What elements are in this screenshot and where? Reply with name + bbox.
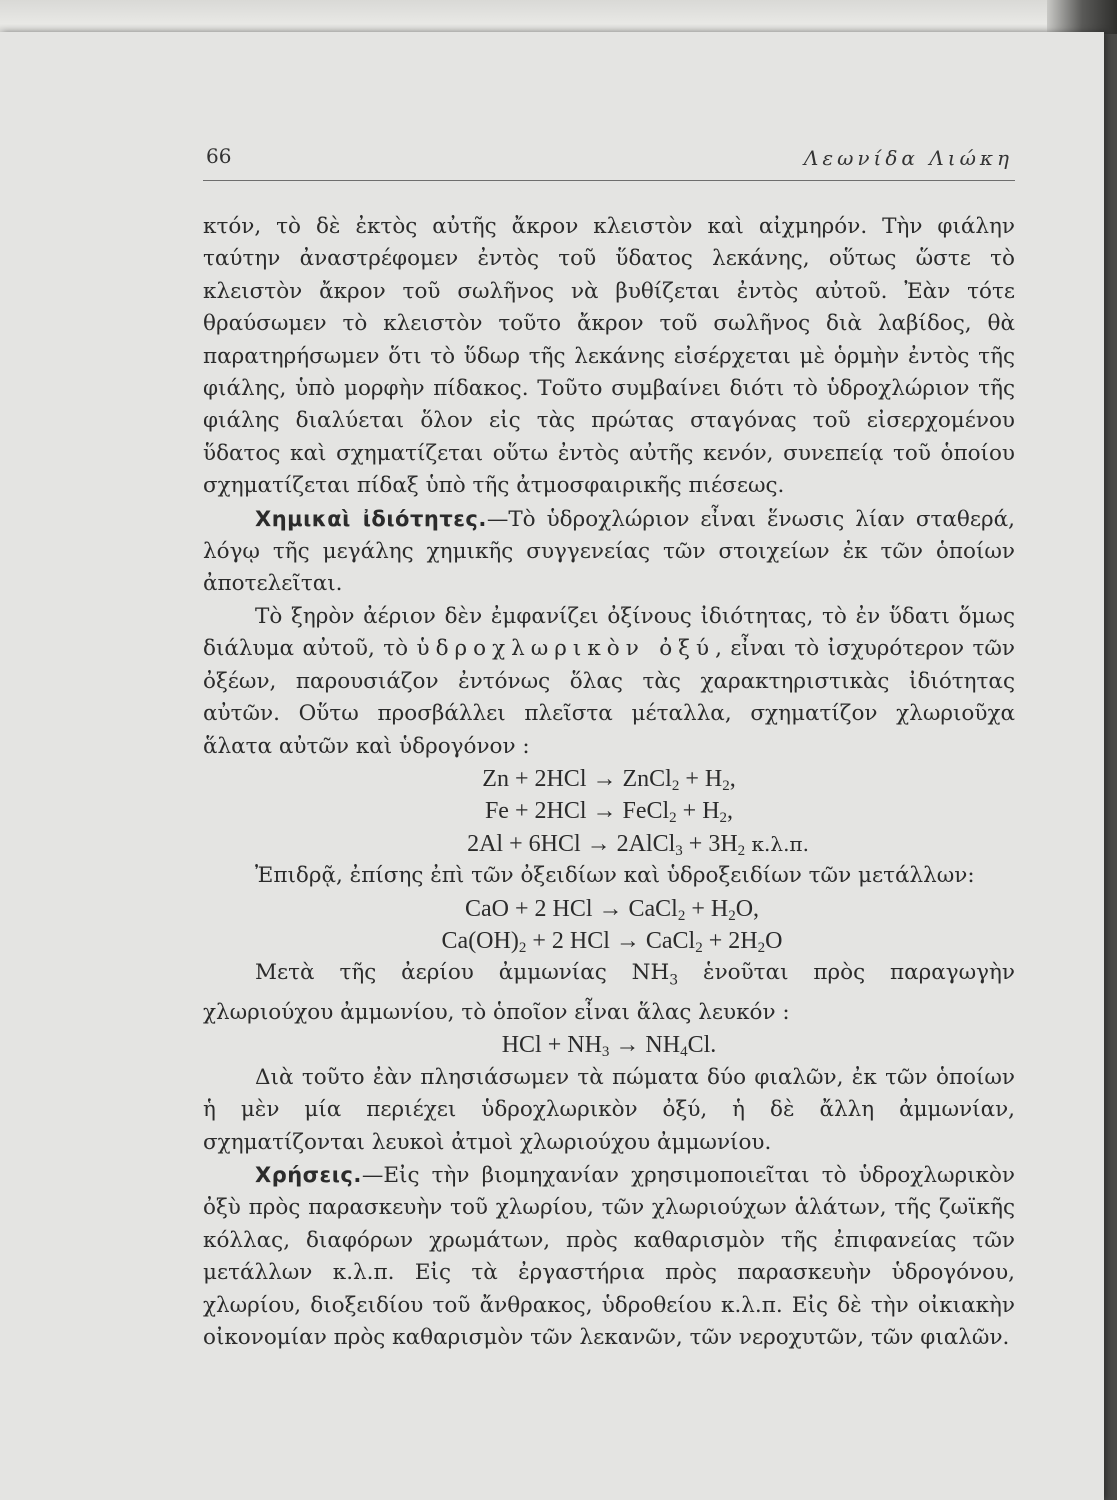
paragraph-flasks: Διὰ τοῦτο ἐὰν πλησιάσωμεν τὰ πώματα δύο φιαλῶν, ἐκ τῶν ὁποίων ἡ μὲν μία περιέχει ὑδροχλωρικὸν ὀξύ, ἡ δὲ ἄλλη ἀμμωνίαν, σχηματίζονται λευκοὶ ἀτμοὶ χλωριούχου ἀμμωνίου. (203, 1064, 1015, 1155)
uses-text: —Εἰς τὴν βιομηχανίαν χρησιμοποιεῖται τὸ ὑδροχλωρικὸν ὀξὺ πρὸς παρασκευὴν τοῦ χλωρίου, τῶν χλωριούχων ἁλάτων, τῆς ζωϊκῆς κόλλας, διαφόρων χρωμάτων, πρὸς καθαρισμὸν τῆς ἐπιφανείας τῶν μετάλλων κ.λ.π. Εἰς τὰ ἐργαστήρια πρὸς παρασκευὴν ὑδρογόνου, χλωρίου, διοξειδίου τοῦ ἄνθρακος, ὑδροθείου κ.λ.π. Εἰς δὲ τὴν οἰκιακὴν οἰκονομίαν πρὸς καθαρισμὸν τῶν λεκανῶν, τῶν νεροχυτῶν, τῶν φιαλῶν. (203, 1163, 1015, 1351)
eq-subscript: 2 (671, 777, 680, 794)
eq-subscript: 2 (677, 907, 686, 924)
scanner-top-strip (0, 0, 1117, 34)
ammonia-subscript: 3 (669, 972, 679, 989)
paragraph-uses (203, 1159, 1015, 1354)
page-content (203, 140, 1015, 1355)
book-page (0, 32, 1104, 1500)
paragraph-ammonia (203, 957, 1015, 1029)
eq-term: + 2H (702, 927, 758, 954)
eq-subscript: 2 (722, 777, 730, 794)
eq-note: κ.λ.π. (745, 831, 809, 856)
equation-ammonium-chloride (203, 1029, 1015, 1061)
eq-term: O (765, 927, 783, 954)
eq-term: + H (685, 895, 729, 922)
eq-subscript: 2 (737, 842, 746, 859)
eq-term: , (729, 765, 736, 792)
eq-subscript: 2 (757, 939, 766, 956)
eq-subscript: 3 (675, 842, 683, 859)
eq-term: Cl. (687, 1032, 717, 1059)
ammonia-text-2: ἑνοῦται πρὸς παραγωγὴν χλωριούχου ἀμμωνίου, τὸ ὁποῖον εἶναι ἅλας λευκόν : (203, 960, 1015, 1026)
eq-term: Zn + 2HCl → ZnCl (482, 765, 672, 792)
running-author: Λεωνίδα Λιώκη (803, 146, 1013, 170)
acid-text-1: Τὸ ξηρὸν ἀέριον δὲν ἐμφανίζει ὀξίνους ἰδιότητας, τὸ ἐν ὕδατι ὅμως διάλυμα αὐτοῦ, τὸ (203, 603, 1015, 662)
equation-zinc (203, 763, 1015, 795)
scanner-edge (1047, 0, 1117, 34)
equation-aluminium (203, 828, 1015, 860)
eq-term: + 2 HCl → CaCl (526, 927, 696, 954)
eq-subscript: 2 (518, 939, 527, 956)
eq-term: CaO + 2 HCl → CaCl (464, 895, 678, 922)
body-text (203, 211, 1015, 1355)
section-heading-uses: Χρήσεις. (255, 1163, 362, 1188)
paragraph-chemical-properties (203, 503, 1015, 601)
eq-term: → NH (609, 1032, 681, 1059)
eq-term: + H (679, 765, 723, 792)
eq-term: Ca(OH) (441, 927, 519, 954)
eq-subscript: 4 (680, 1044, 688, 1061)
equation-calcium-hydroxide (203, 925, 1015, 957)
acid-emphasis: ὑδροχλωρικὸν ὀξύ (416, 636, 716, 662)
eq-subscript: 2 (719, 810, 728, 827)
eq-term: 2Al + 6HCl → 2AlCl (467, 830, 676, 857)
acid-text-2: , εἶναι τὸ ἰσχυρότερον τῶν ὀξέων, παρουσιάζον ἐντόνως ὅλας τὰς χαρακτηριστικὰς ἰδιότητας αὐτῶν. Οὕτω προσβάλλει πλεῖστα μέταλλα, σχηματίζον χλωριοῦχα ἅλατα αὐτῶν καὶ ὑδρογόνον : (203, 636, 1015, 759)
eq-subscript: 2 (695, 939, 703, 956)
paragraph-continued: κτόν, τὸ δὲ ἐκτὸς αὐτῆς ἄκρον κλειστὸν καὶ αἰχμηρόν. Τὴν φιάλην ταύτην ἀναστρέφομεν ἐντὸς τοῦ ὕδατος λεκάνης, οὕτως ὥστε τὸ κλειστὸν ἄκρον τοῦ σωλῆνος νὰ βυθίζεται ἐντὸς αὐτοῦ. Ἐὰν τότε θραύσωμεν τὸ κλειστὸν τοῦτο ἄκρον τοῦ σωλῆνος διὰ λαβίδος, θὰ παρατηρήσωμεν ὅτι τὸ ὕδωρ τῆς λεκάνης εἰσέρχεται μὲ ὁρμὴν ἐντὸς τῆς φιάλης, ὑπὸ μορφὴν πίδακος. Τοῦτο συμβαίνει διότι τὸ ὑδροχλώριον τῆς φιάλης διαλύεται ὅλον εἰς τὰς πρώτας σταγόνας τοῦ εἰσερχομένου ὕδατος καὶ σχηματίζεται οὕτω ἐντὸς αὐτῆς κενόν, συνεπείᾳ τοῦ ὁποίου σχηματίζεται πίδαξ ὑπὸ τῆς ἀτμοσφαιρικῆς πιέσεως. (203, 214, 1015, 499)
section-heading-chemical-properties: Χημικαὶ ἰδιότητες. (255, 506, 487, 531)
running-header (203, 140, 1015, 181)
eq-term: O, (735, 895, 760, 922)
eq-subscript: 2 (669, 810, 677, 827)
chemical-properties-text: —Τὸ ὑδροχλώριον εἶναι ἕνωσις λίαν σταθερά, λόγῳ τῆς μεγάλης χημικῆς συγγενείας τῶν στοιχείων ἐκ τῶν ὁποίων ἀποτελεῖται. (203, 506, 1015, 597)
eq-term: Fe + 2HCl → FeCl (484, 798, 670, 825)
ammonia-text-1: Μετὰ τῆς ἀερίου ἀμμωνίας NH (255, 960, 670, 986)
eq-term: HCl + NH (501, 1032, 602, 1059)
eq-subscript: 2 (728, 907, 736, 924)
equation-iron (203, 795, 1015, 827)
eq-subscript: 3 (601, 1044, 610, 1061)
equation-calcium-oxide (203, 893, 1015, 925)
paragraph-oxides: Ἐπιδρᾷ, ἐπίσης ἐπὶ τῶν ὀξειδίων καὶ ὑδροξειδίων τῶν μετάλλων: (255, 863, 975, 889)
eq-term: , (727, 798, 734, 825)
eq-term: + H (676, 798, 720, 825)
page-number: 66 (206, 144, 232, 168)
paragraph-acid (203, 601, 1015, 763)
eq-term: + 3H (682, 830, 738, 857)
